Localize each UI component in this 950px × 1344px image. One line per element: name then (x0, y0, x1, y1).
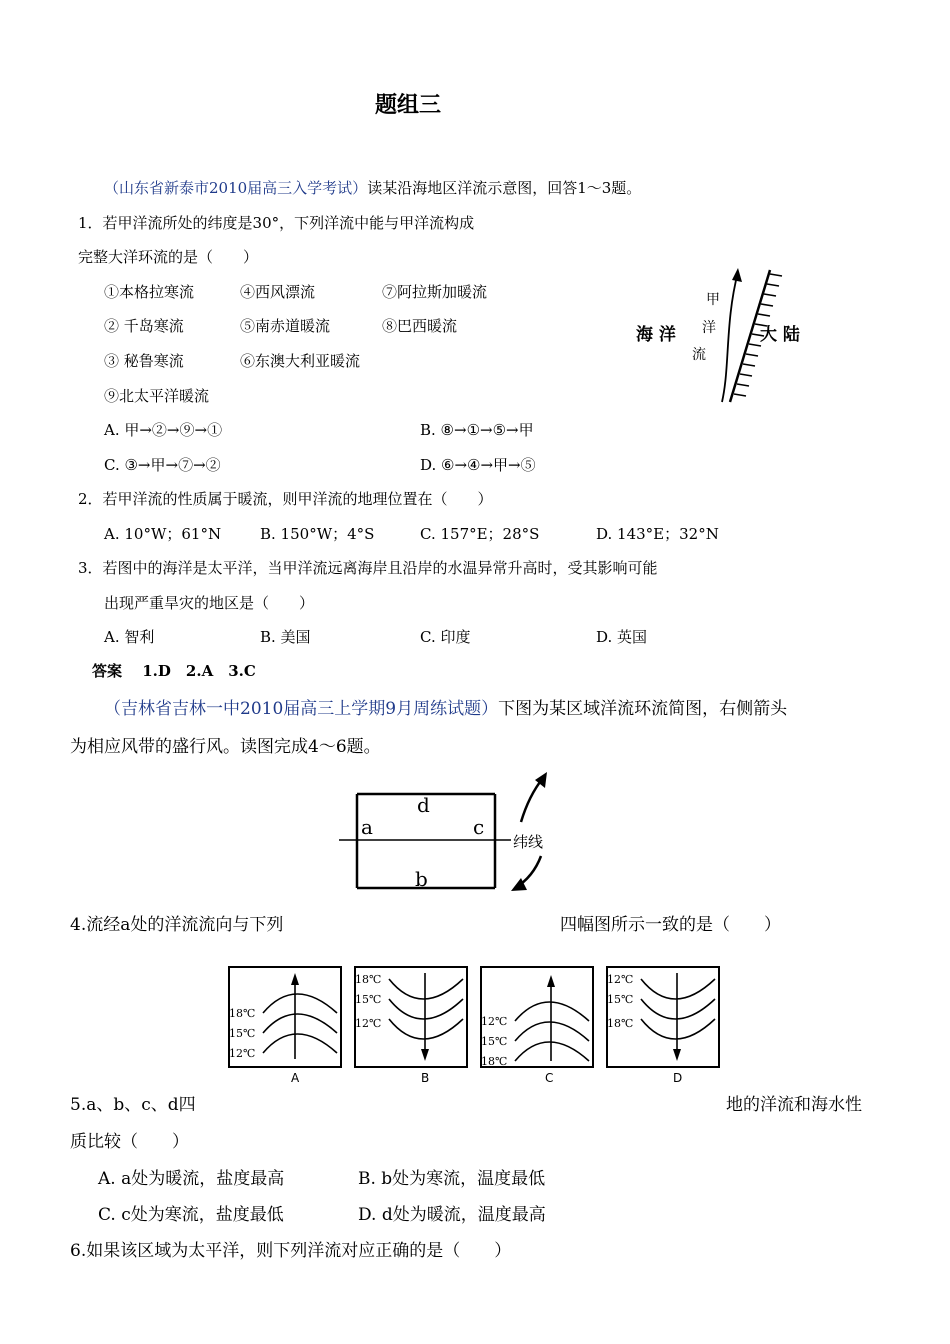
option-item: ⑧巴西暖流 (382, 317, 458, 335)
answer-label: 答案 (92, 662, 123, 680)
option-item: ⑦阿拉斯加暖流 (382, 283, 488, 301)
q3-choice-d: D. 英国 (596, 628, 648, 646)
section2-source: （吉林省吉林一中2010届高三上学期9月周练试题） (104, 699, 499, 719)
q1-stem-line1: 1．若甲洋流所处的纬度是30°，下列洋流中能与甲洋流构成 (78, 214, 475, 232)
section1-source: （山东省新泰市2010届高三入学考试） (104, 179, 368, 197)
q1-choice-a: A. 甲→②→⑨→① (104, 421, 223, 439)
section1-intro (104, 177, 641, 198)
q4-stem-right: 四幅图所示一致的是（ ） (560, 915, 781, 935)
answer-line (92, 660, 256, 681)
current-label-char: 甲 (706, 292, 720, 308)
section2-intro-line2: 为相应风带的盛行风。读图完成4～6题。 (70, 737, 381, 757)
temp-label: 15℃ (355, 993, 382, 1006)
circulation-diagram (335, 770, 565, 900)
q2-choice-d: D. 143°E；32°N (596, 525, 719, 543)
q1-choice-c: C. ③→甲→⑦→② (104, 456, 221, 474)
isotherm-panel-d (607, 967, 719, 1085)
q4-stem-left: 4.流经a处的洋流流向与下列 (70, 915, 284, 935)
option-item: ⑨北太平洋暖流 (104, 387, 210, 405)
land-label: 大 陆 (760, 325, 800, 345)
section1-intro-text: 读某沿海地区洋流示意图，回答1～3题。 (367, 179, 642, 197)
q2-choice-a: A. 10°W；61°N (104, 525, 222, 543)
temp-label: 12℃ (607, 973, 634, 986)
q3-choice-a: A. 智利 (104, 628, 155, 646)
q6-stem: 6.如果该区域为太平洋，则下列洋流对应正确的是（ ） (70, 1241, 512, 1261)
temp-label: 15℃ (481, 1035, 508, 1048)
q5-stem-line2: 质比较（ ） (70, 1132, 189, 1152)
q2-choice-c: C. 157°E；28°S (420, 525, 540, 543)
temp-label: 18℃ (481, 1055, 508, 1068)
q5-choice-a: A. a处为暖流，盐度最高 (98, 1169, 285, 1189)
option-item: ③ 秘鲁寒流 (104, 352, 184, 370)
label-b: b (415, 867, 428, 891)
q1-choice-d: D. ⑥→④→甲→⑤ (420, 456, 536, 474)
ocean-label: 海 洋 (636, 325, 676, 345)
q1-stem-line2: 完整大洋环流的是（ ） (78, 248, 259, 266)
q1-choice-b: B. ⑧→①→⑤→甲 (420, 421, 534, 439)
q2-choice-b: B. 150°W；4°S (260, 525, 375, 543)
isotherm-panel-a (229, 967, 341, 1085)
q2-stem: 2．若甲洋流的性质属于暖流，则甲洋流的地理位置在（ ） (78, 490, 493, 508)
temp-label: 12℃ (481, 1015, 508, 1028)
isotherm-panels (225, 965, 725, 1090)
temp-label: 18℃ (229, 1007, 256, 1020)
q5-choice-c: C. c处为寒流，盐度最低 (98, 1205, 284, 1225)
q5-choice-d: D. d处为暖流，温度最高 (358, 1205, 546, 1225)
q3-choice-b: B. 美国 (260, 628, 311, 646)
panel-letter: D (673, 1071, 683, 1085)
page-title: 题组三 (375, 93, 442, 118)
q3-stem-line2: 出现严重旱灾的地区是（ ） (104, 594, 315, 612)
panel-letter: A (291, 1071, 300, 1085)
label-c: c (473, 815, 485, 839)
section2-intro-line1 (104, 694, 787, 719)
wind-arrow-up (521, 778, 543, 822)
q3-stem-line1: 3．若图中的海洋是太平洋，当甲洋流远离海岸且沿岸的水温异常升高时，受其影响可能 (78, 559, 658, 577)
label-d: d (417, 793, 430, 817)
q5-choice-b: B. b处为寒流，温度最低 (358, 1169, 546, 1189)
temp-label: 18℃ (607, 1017, 634, 1030)
panel-letter: C (545, 1071, 554, 1085)
current-label-char: 流 (692, 347, 706, 363)
option-item: ⑤南赤道暖流 (240, 317, 331, 335)
q5-stem-right: 地的洋流和海水性 (726, 1095, 862, 1115)
section2-intro-text: 下图为某区域洋流环流简图，右侧箭头 (498, 699, 788, 719)
option-item: ①本格拉寒流 (104, 283, 195, 301)
temp-label: 15℃ (607, 993, 634, 1006)
current-label-char: 洋 (702, 320, 716, 336)
panel-letter: B (421, 1071, 430, 1085)
label-a: a (361, 815, 373, 839)
option-item: ② 千岛寒流 (104, 317, 184, 335)
option-item: ⑥东澳大利亚暖流 (240, 352, 361, 370)
current-arrow-head (732, 268, 742, 282)
option-item: ④西风漂流 (240, 283, 316, 301)
q5-stem-left: 5.a、b、c、d四 (70, 1095, 196, 1115)
q3-choice-c: C. 印度 (420, 628, 471, 646)
temp-label: 12℃ (355, 1017, 382, 1030)
temp-label: 15℃ (229, 1027, 256, 1040)
isotherm-panel-c (481, 967, 593, 1085)
coastal-current-map (630, 262, 820, 410)
temp-label: 18℃ (355, 973, 382, 986)
latitude-label: 纬线 (513, 833, 544, 851)
isotherm-panel-b (355, 967, 467, 1085)
temp-label: 12℃ (229, 1047, 256, 1060)
answer-text: 1.D 2.A 3.C (142, 662, 256, 680)
